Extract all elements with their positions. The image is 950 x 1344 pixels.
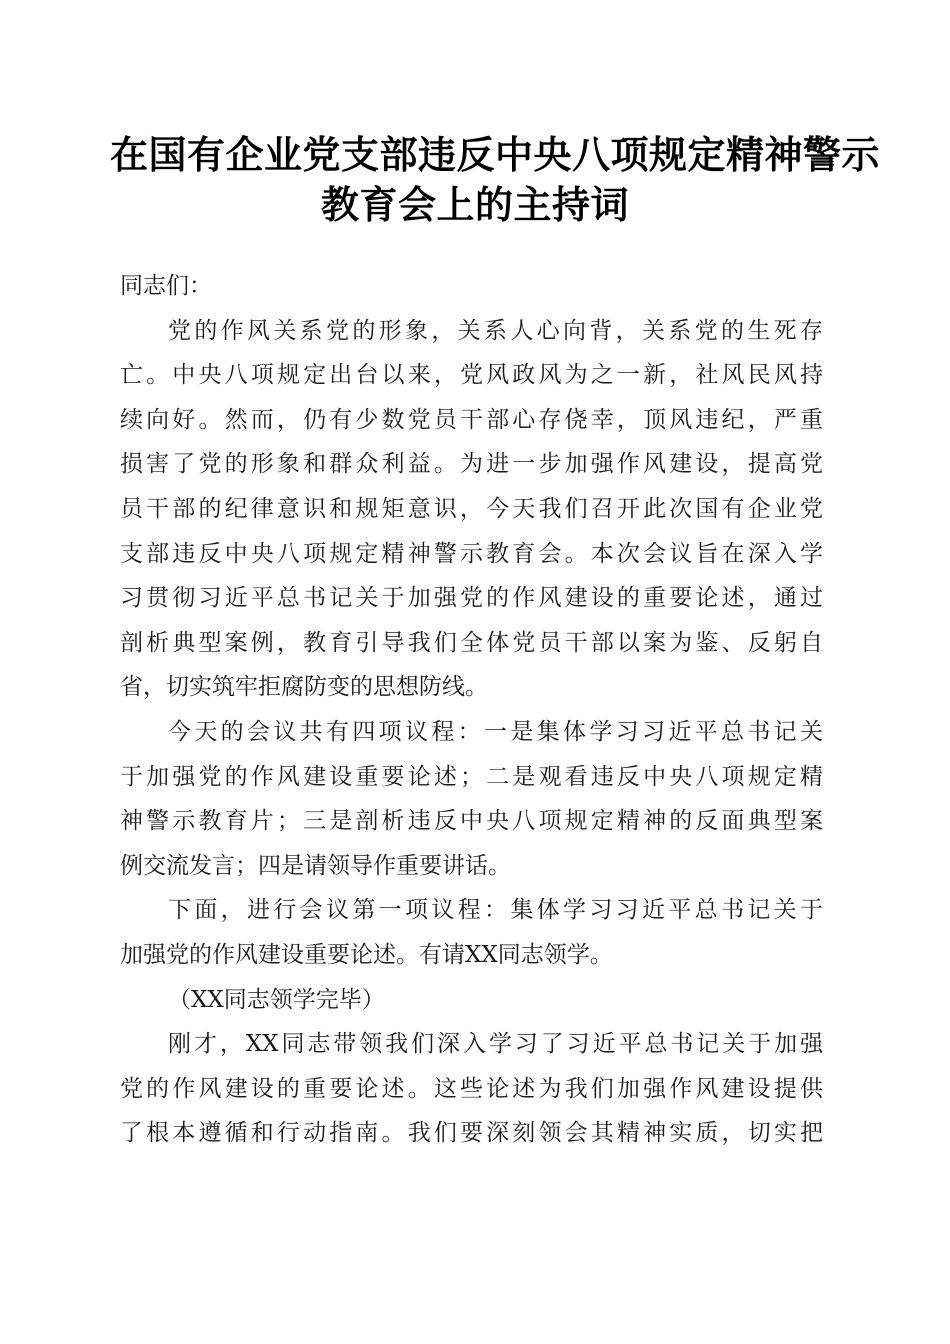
paragraph-1-line-7: 习贯彻习近平总书记关于加强党的作风建设的重要论述，通过	[120, 585, 823, 612]
paragraph-1-line-4: 损害了党的形象和群众利益。为进一步加强作风建设，提高党	[120, 451, 823, 478]
document-body	[120, 264, 823, 1156]
paragraph-3-line-2: 加强党的作风建设重要论述。有请XX同志领学。	[120, 941, 613, 968]
paragraph-5-line-2: 党的作风建设的重要论述。这些论述为我们加强作风建设提供	[120, 1075, 823, 1102]
paragraph-1-line-6: 支部违反中央八项规定精神警示教育会。本次会议旨在深入学	[120, 540, 823, 567]
paragraph-1-line-9: 省，切实筑牢拒腐防变的思想防线。	[120, 674, 488, 701]
paragraph-1-line-2: 亡。中央八项规定出台以来，党风政风为之一新，社风民风持	[120, 362, 823, 389]
paragraph-3-line-1: 下面，进行会议第一项议程：集体学习习近平总书记关于	[168, 897, 823, 924]
title-line-2: 教育会上的主持词	[320, 183, 629, 227]
paragraph-5-line-1: 刚才，XX同志带领我们深入学习了习近平总书记关于加强	[168, 1031, 823, 1058]
paragraph-2-line-4: 例交流发言；四是请领导作重要讲话。	[120, 852, 511, 879]
paragraph-4-line-1: （XX同志领学完毕）	[168, 986, 385, 1013]
title-line-1: 在国有企业党支部违反中央八项规定精神警示	[110, 133, 881, 177]
paragraph-1-line-3: 续向好。然而，仍有少数党员干部心存侥幸，顶风违纪，严重	[120, 406, 823, 433]
paragraph-2-line-2: 于加强党的作风建设重要论述；二是观看违反中央八项规定精	[120, 763, 823, 790]
paragraph-1-line-1: 党的作风关系党的形象，关系人心向背，关系党的生死存	[168, 317, 823, 344]
paragraph-1-line-8: 剖析典型案例，教育引导我们全体党员干部以案为鉴、反躬自	[120, 629, 823, 656]
paragraph-1-line-5: 员干部的纪律意识和规矩意识，今天我们召开此次国有企业党	[120, 495, 823, 522]
paragraph-2-line-1: 今天的会议共有四项议程：一是集体学习习近平总书记关	[168, 718, 823, 745]
salutation: 同志们：	[120, 273, 212, 299]
paragraph-2-line-3: 神警示教育片；三是剖析违反中央八项规定精神的反面典型案	[120, 808, 823, 835]
document-title	[110, 130, 881, 230]
paragraph-5-line-3: 了根本遵循和行动指南。我们要深刻领会其精神实质，切实把	[120, 1120, 823, 1147]
